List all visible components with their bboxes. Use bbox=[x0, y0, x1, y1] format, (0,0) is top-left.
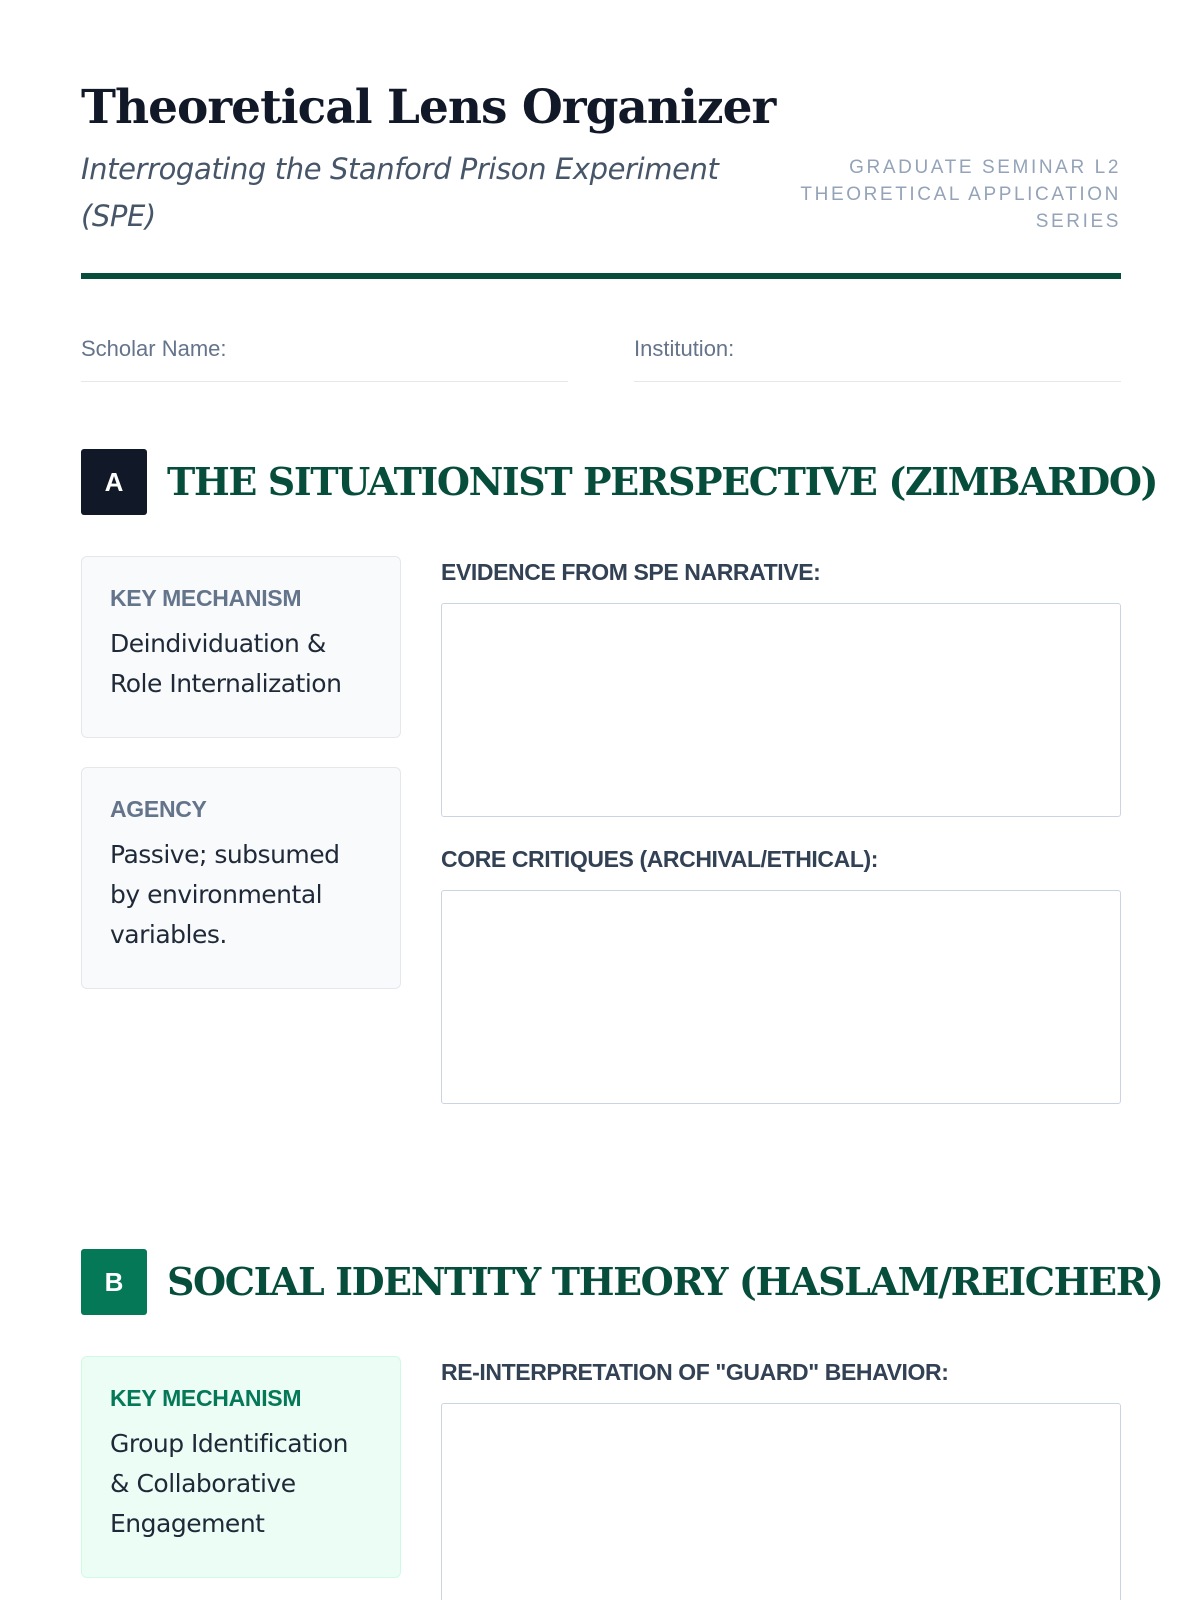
page-title: Theoretical Lens Organizer bbox=[81, 80, 776, 135]
card-text: Group Identification & Collaborative Engagement bbox=[110, 1429, 348, 1538]
section-badge: A bbox=[81, 449, 147, 515]
institution-label: Institution: bbox=[634, 336, 735, 361]
card-label: KEY MECHANISM bbox=[110, 1385, 302, 1411]
series-line: GRADUATE SEMINAR L2 bbox=[849, 157, 1121, 178]
series-line: SERIES bbox=[1035, 211, 1121, 232]
agency-card bbox=[81, 767, 401, 989]
evidence-answer-box[interactable] bbox=[441, 603, 1121, 817]
worksheet-header bbox=[81, 80, 1121, 280]
section-title: THE SITUATIONIST PERSPECTIVE (ZIMBARDO) bbox=[167, 459, 1158, 504]
section-badge: B bbox=[81, 1249, 147, 1315]
evidence-label: EVIDENCE FROM SPE NARRATIVE: bbox=[441, 559, 821, 585]
series-label bbox=[800, 154, 1121, 235]
critiques-answer-box[interactable] bbox=[441, 890, 1121, 1104]
key-mechanism-card bbox=[81, 1356, 401, 1578]
section-title: SOCIAL IDENTITY THEORY (HASLAM/REICHER) bbox=[167, 1259, 1163, 1304]
guard-behavior-answer-box[interactable] bbox=[441, 1403, 1121, 1600]
scholar-name-label: Scholar Name: bbox=[81, 336, 227, 361]
key-mechanism-card bbox=[81, 556, 401, 738]
card-label: AGENCY bbox=[110, 796, 207, 822]
critiques-label: CORE CRITIQUES (ARCHIVAL/ETHICAL): bbox=[441, 846, 879, 872]
institution-field[interactable] bbox=[634, 336, 1121, 382]
guard-behavior-label: RE-INTERPRETATION OF "GUARD" BEHAVIOR: bbox=[441, 1359, 949, 1385]
header-divider bbox=[81, 273, 1121, 279]
card-text: Deindividuation & Role Internalization bbox=[110, 629, 342, 698]
page-subtitle: Interrogating the Stanford Prison Experiment (SPE) bbox=[81, 152, 719, 233]
scholar-name-field[interactable] bbox=[81, 336, 568, 382]
card-text: Passive; subsumed by environmental variables. bbox=[110, 840, 340, 949]
card-label: KEY MECHANISM bbox=[110, 585, 302, 611]
series-line: THEORETICAL APPLICATION bbox=[800, 184, 1121, 205]
